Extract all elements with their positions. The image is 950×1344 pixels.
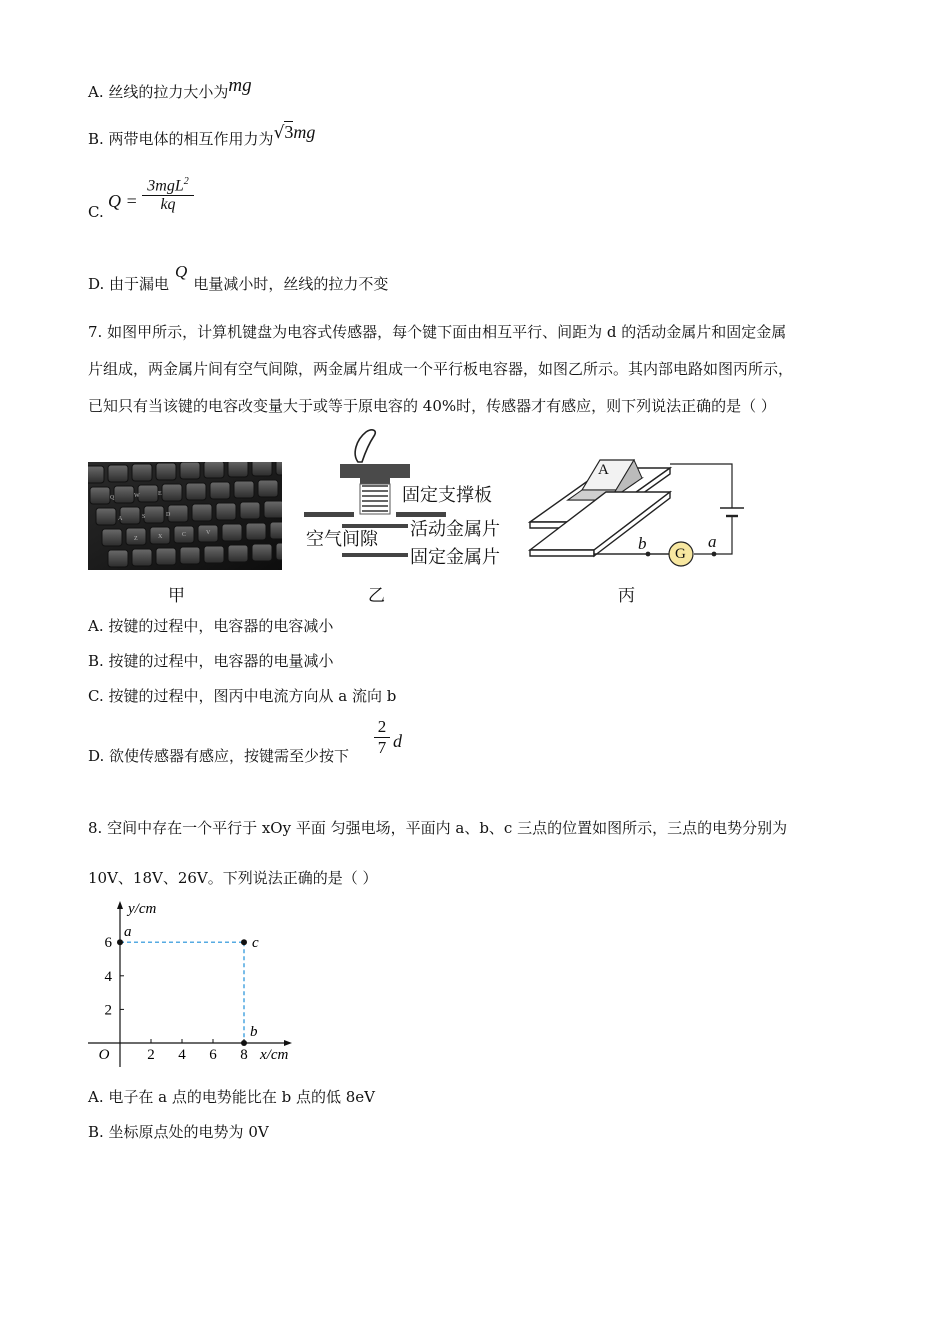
q6-option-a <box>88 75 252 102</box>
coordinate-plot <box>86 895 316 1073</box>
keyboard-key <box>240 502 260 519</box>
label-circuit-a: a <box>708 532 717 551</box>
q7-option-c: C. 按键的过程中，图丙中电流方向从 a 流向 b <box>88 687 397 705</box>
label-fixed-metal-plate: 固定金属片 <box>410 547 500 568</box>
x-axis-arrow <box>284 1040 292 1046</box>
label-moving-metal-plate: 活动金属片 <box>410 519 500 540</box>
point-label-c: c <box>252 935 259 952</box>
label-galvanometer: G <box>675 546 686 562</box>
point-a <box>117 939 123 945</box>
x-tick-label: 2 <box>147 1047 155 1063</box>
q6-option-c-denominator: kq <box>160 196 176 214</box>
label-fixed-support-board: 固定支撑板 <box>402 485 492 506</box>
q6-option-d-var: Q <box>175 262 188 281</box>
keyboard-key <box>168 505 188 522</box>
svg-text:V: V <box>206 530 211 536</box>
q6-option-d-pre: D. 由于漏电 <box>88 275 170 293</box>
figure-bing-caption: 丙 <box>618 586 635 606</box>
keyboard-key <box>204 546 224 563</box>
label-key-A: A <box>598 462 609 478</box>
key-cap <box>340 464 410 478</box>
point-b <box>241 1040 247 1046</box>
keyboard-key <box>180 462 200 479</box>
q7-option-d-var: d <box>393 731 402 751</box>
circuit-diagram <box>522 446 752 570</box>
svg-text:S: S <box>142 514 146 520</box>
y-axis-arrow <box>117 901 123 909</box>
q6-option-b-root: 3 <box>284 122 294 142</box>
q8-option-b: B. 坐标原点处的电势为 0V <box>88 1123 269 1141</box>
keyboard-key <box>88 466 104 483</box>
keyboard-key <box>270 522 282 539</box>
q6-option-c-num-text: 3mgL <box>147 177 184 195</box>
q6-option-b-math: mg <box>293 122 316 142</box>
label-air-gap: 空气间隙 <box>306 529 378 550</box>
keyboard-key <box>228 462 248 477</box>
keyboard-key <box>234 481 254 498</box>
svg-text:W: W <box>134 493 140 499</box>
q7-option-d-text: D. 欲使传感器有感应，按键需至少按下 <box>88 747 350 765</box>
keyboard-key <box>156 463 176 480</box>
q6-option-a-math: mg <box>228 75 252 96</box>
origin-label: O <box>98 1047 110 1063</box>
keyboard-key <box>216 503 236 520</box>
q7-option-d-numerator: 2 <box>377 717 387 736</box>
keyboard-key <box>246 523 266 540</box>
keyboard-key <box>108 465 128 482</box>
q7-stem-line1: 7. 如图甲所示，计算机键盘为电容式传感器，每个键下面由相互平行、间距为 d 的活动金属片和固定金属 <box>88 323 787 341</box>
x-axis-label: x/cm <box>260 1047 289 1063</box>
x-tick-label: 4 <box>178 1047 186 1063</box>
q7-option-d-denominator: 7 <box>377 738 387 757</box>
keyboard-key <box>252 544 272 561</box>
keyboard-key <box>264 501 282 518</box>
x-tick-label: 8 <box>240 1047 248 1063</box>
point-label-a: a <box>124 924 132 941</box>
keyboard-photo <box>88 462 282 570</box>
q6-option-c-label: C. <box>88 203 104 221</box>
q6-option-c-fraction <box>142 176 194 214</box>
label-circuit-b: b <box>638 534 647 553</box>
keyboard-key <box>192 504 212 521</box>
q6-option-d <box>88 262 389 294</box>
point-a-dot <box>712 552 717 557</box>
q6-option-c-lhs: Q = <box>108 191 138 211</box>
keyboard-key <box>108 550 128 567</box>
keyboard-key <box>156 548 176 565</box>
finger-icon <box>355 430 375 462</box>
keyboard-key <box>252 462 272 476</box>
fixed-support-board <box>304 512 354 517</box>
keyboard-key <box>258 480 278 497</box>
svg-text:Q: Q <box>110 495 115 501</box>
keyboard-key <box>222 524 242 541</box>
q7-stem-line3: 已知只有当该键的电容改变量大于或等于原电容的 40%时，传感器才有感应，则下列说法正确的是（ ） <box>88 397 776 415</box>
keyboard-key <box>228 545 248 562</box>
keyboard-key <box>132 464 152 481</box>
keyboard-key <box>204 462 224 478</box>
q7-option-d-fraction <box>374 717 390 758</box>
fixed-metal-plate <box>342 553 408 557</box>
point-c <box>241 939 247 945</box>
keyboard-key <box>138 485 158 502</box>
q6-option-b <box>88 122 316 149</box>
keyboard-key <box>276 543 282 560</box>
y-tick-label: 6 <box>104 935 112 952</box>
q7-option-a: A. 按键的过程中，电容器的电容减小 <box>88 617 334 635</box>
q6-option-b-text: B. 两带电体的相互作用力为 <box>88 130 274 148</box>
figure-yi-caption: 乙 <box>368 586 385 606</box>
svg-text:X: X <box>158 534 163 540</box>
svg-text:A: A <box>118 516 123 522</box>
q8-stem-line2: 10V、18V、26V。下列说法正确的是（ ） <box>88 869 378 887</box>
svg-text:D: D <box>166 512 171 518</box>
sqrt-symbol: √ <box>273 123 285 143</box>
figure-jia-caption: 甲 <box>168 586 185 606</box>
q7-stem-line2: 片组成，两金属片间有空气间隙，两金属片组成一个平行板电容器，如图乙所示。其内部电路如图丙所示， <box>88 360 794 378</box>
svg-text:C: C <box>182 532 187 538</box>
keyboard-key <box>210 482 230 499</box>
y-axis-label: y/cm <box>128 901 157 917</box>
keyboard-key <box>102 529 122 546</box>
keyboard-key <box>276 462 282 475</box>
svg-text:Z: Z <box>134 536 138 542</box>
q6-option-c-numerator <box>142 176 194 195</box>
keyboard-key <box>90 487 110 504</box>
q7-option-b: B. 按键的过程中，电容器的电量减小 <box>88 652 334 670</box>
moving-metal-plate <box>342 524 408 528</box>
spring <box>360 484 390 514</box>
keyboard-key <box>180 547 200 564</box>
q6-option-d-post: 电量减小时，丝线的拉力不变 <box>193 275 389 293</box>
keyboard-key <box>132 549 152 566</box>
keyboard-key <box>162 484 182 501</box>
y-tick-label: 2 <box>104 1002 112 1019</box>
q8-option-a: A. 电子在 a 点的电势能比在 b 点的低 8eV <box>88 1088 376 1106</box>
keyboard-key <box>96 508 116 525</box>
q6-option-a-text: A. 丝线的拉力大小为 <box>88 83 229 101</box>
svg-text:E: E <box>158 491 162 497</box>
keyboard-key <box>114 486 134 503</box>
keyboard-key <box>120 507 140 524</box>
q8-stem-line1: 8. 空间中存在一个平行于 xOy 平面 匀强电场，平面内 a、b、c 三点的位置如图所示，三点的电势分别为 <box>88 819 788 837</box>
point-label-b: b <box>250 1024 258 1040</box>
x-tick-label: 6 <box>209 1047 217 1063</box>
y-tick-label: 4 <box>104 968 112 985</box>
keyboard-key <box>186 483 206 500</box>
q6-option-c-exponent: 2 <box>183 176 189 187</box>
keyboard-key <box>144 506 164 523</box>
